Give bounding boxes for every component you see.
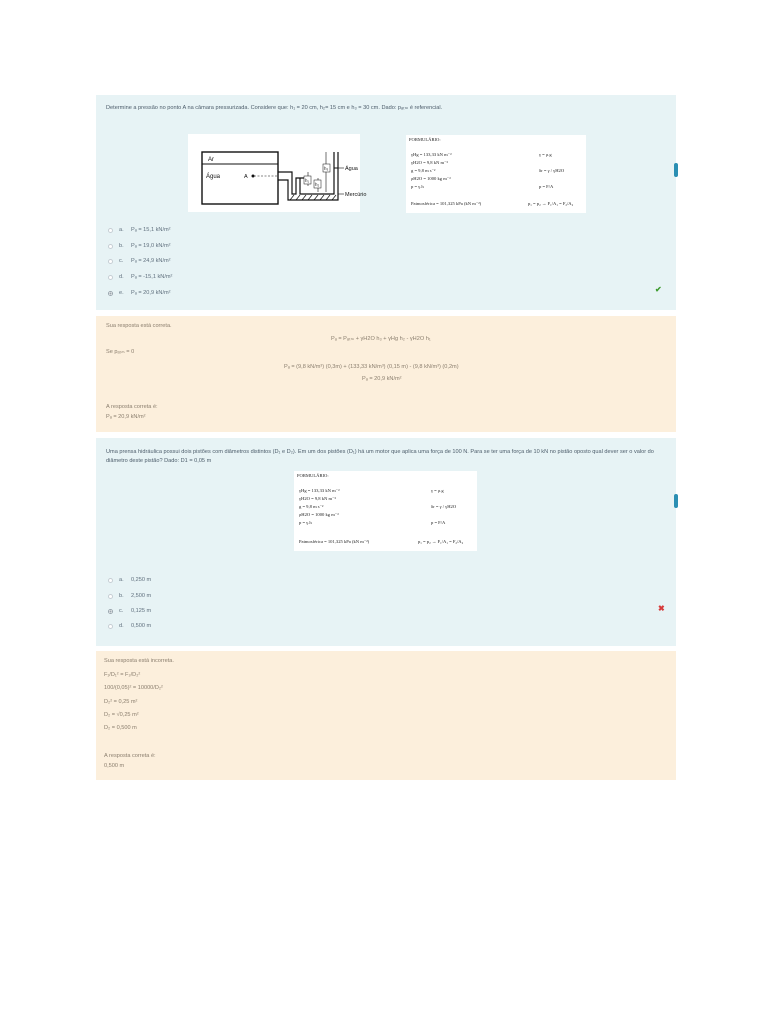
feedback-1-equation-1: Pₐ = Pₐₜₘ + γH2O h₃ + γHg h₂ - γH2O h₁ <box>331 336 431 342</box>
q2-option-a[interactable]: a. 0,250 m <box>108 575 151 585</box>
feedback-1-status: Sua resposta está correta. <box>106 323 172 329</box>
radio-button-selected[interactable] <box>108 609 113 614</box>
feedback-1-equation-2: Pₐ = (9,8 kN/m³) (0,3m) + (133,33 kN/m³) (0,15 m) - (9,8 kN/m³) (0,2m) <box>284 364 459 370</box>
radio-button[interactable] <box>108 259 113 264</box>
formula-title: FORMULÁRIO: <box>409 137 441 142</box>
question-2-card <box>96 438 676 646</box>
q1-option-e[interactable]: e. Pₐ = 20,9 kN/m² <box>108 288 171 298</box>
radio-button[interactable] <box>108 244 113 249</box>
q1-option-c[interactable]: c. Pₐ = 24,9 kN/m² <box>108 256 171 266</box>
label-agua-right: Água <box>345 166 358 172</box>
feedback-2-line-5: D₂ = 0,500 m <box>104 725 137 731</box>
scroll-tab-q1[interactable] <box>674 163 678 177</box>
label-agua-left: Água <box>206 174 221 180</box>
formula-gamma-hg: γHg = 133,33 kN m⁻³ <box>299 488 340 493</box>
q1-option-b[interactable]: b. Pₐ = 19,0 kN/m² <box>108 241 171 251</box>
feedback-2-line-2: 100/(0,05)² = 10000/D₂² <box>104 685 163 691</box>
label-ar: Ar <box>208 157 214 163</box>
feedback-2-correct-label: A resposta correta é: <box>104 753 156 759</box>
q1-option-d[interactable]: d. Pₐ = -15,1 kN/m² <box>108 272 172 282</box>
formula-card-1 <box>406 135 586 213</box>
formula-p-fa: p = F/A <box>539 184 554 189</box>
formula-delta-r: δr = γ / γH2O <box>431 504 457 509</box>
question-1-card <box>96 95 676 310</box>
formula-title: FORMULÁRIO: <box>297 473 329 478</box>
formula-patm: Patmosférica = 101,325 kPa (kN m⁻²) <box>299 539 370 544</box>
feedback-2-card <box>96 651 676 780</box>
radio-button[interactable] <box>108 578 113 583</box>
label-h3: h₃ <box>324 166 329 171</box>
feedback-1-card <box>96 316 676 432</box>
feedback-2-status: Sua resposta está incorreta. <box>104 658 174 664</box>
formula-delta-r: δr = γ / γH2O <box>539 168 565 173</box>
formula-gamma-rho-g: γ = ρ.g <box>431 488 444 493</box>
label-point-a: A <box>244 174 248 180</box>
feedback-1-correct-value: Pₐ = 20,9 kN/m² <box>106 414 146 420</box>
formula-pascal: p₁ = p₂ → F₁/A₁ = F₂/A₂ <box>528 201 574 206</box>
feedback-2-correct-value: 0,500 m <box>104 763 125 769</box>
formula-g: g = 9,8 m s⁻² <box>299 504 324 509</box>
formula-p-fa: p = F/A <box>431 520 446 525</box>
radio-button[interactable] <box>108 594 113 599</box>
formula-gamma-h2o: γH2O = 9,8 kN m⁻³ <box>411 160 448 165</box>
formula-g: g = 9,8 m s⁻² <box>411 168 436 173</box>
formula-gamma-h2o: γH2O = 9,8 kN m⁻³ <box>299 496 336 501</box>
question-1-text: Determine a pressão no ponto A na câmara pressurizada. Considere que: h₁ = 20 cm, h₂= 15 cm e h₃ = 30 cm. Dado: pₐₜₘ é referencial. <box>106 105 443 111</box>
label-h2: h₂ <box>315 182 320 187</box>
formula-gamma-rho-g: γ = ρ.g <box>539 152 552 157</box>
feedback-1-assumption: Se pₐₜₘ = 0 <box>106 349 135 355</box>
label-h1: h₁ <box>305 178 310 183</box>
question-2-text: Uma prensa hidráulica possui dois pistões com diâmetros distintos (D₁ e D₂). Em um dos pistões (D₁) há um motor que aplica uma força de 100 N. Para se ter uma força de 10 kN no pistão oposto qual dever ser o valor do diâmetro deste pistão? Dado: D1 = 0,05 m <box>106 449 654 464</box>
radio-button[interactable] <box>108 624 113 629</box>
formula-p-gh: p = γ.h <box>299 520 312 525</box>
formula-p-gh: p = γ.h <box>411 184 424 189</box>
formula-rho: ρH2O = 1000 kg m⁻³ <box>411 176 451 181</box>
label-mercurio: Mercúrio <box>345 192 367 198</box>
radio-button[interactable] <box>108 275 113 280</box>
q1-option-a[interactable]: a. Pₐ = 15,1 kN/m² <box>108 225 171 235</box>
radio-button[interactable] <box>108 228 113 233</box>
scroll-tab-q2[interactable] <box>674 494 678 508</box>
radio-button-selected[interactable] <box>108 291 113 296</box>
feedback-2-line-3: D₂² = 0,25 m² <box>104 699 138 705</box>
formula-gamma-hg: γHg = 133,33 kN m⁻³ <box>411 152 452 157</box>
q2-option-c[interactable]: c. 0,125 m <box>108 606 151 616</box>
q2-option-d[interactable]: d. 0,500 m <box>108 621 151 631</box>
feedback-2-line-1: F₁/D₁² = F₂/D₂² <box>104 672 141 678</box>
formula-pascal: p₁ = p₂ → F₁/A₁ = F₂/A₂ <box>418 539 464 544</box>
formula-rho: ρH2O = 1000 kg m⁻³ <box>299 512 339 517</box>
feedback-1-correct-label: A resposta correta é: <box>106 404 158 410</box>
incorrect-x-icon: ✖ <box>658 604 665 613</box>
correct-check-icon: ✔ <box>655 285 662 294</box>
feedback-1-equation-3: Pₐ = 20,9 kN/m² <box>362 376 402 382</box>
formula-card-2 <box>294 471 477 551</box>
feedback-2-line-4: D₂ = √0,25 m² <box>104 712 139 718</box>
q2-option-b[interactable]: b. 2,500 m <box>108 591 151 601</box>
formula-patm: Patmosférica = 101,325 kPa (kN m⁻²) <box>411 201 482 206</box>
manometer-figure <box>188 134 367 212</box>
